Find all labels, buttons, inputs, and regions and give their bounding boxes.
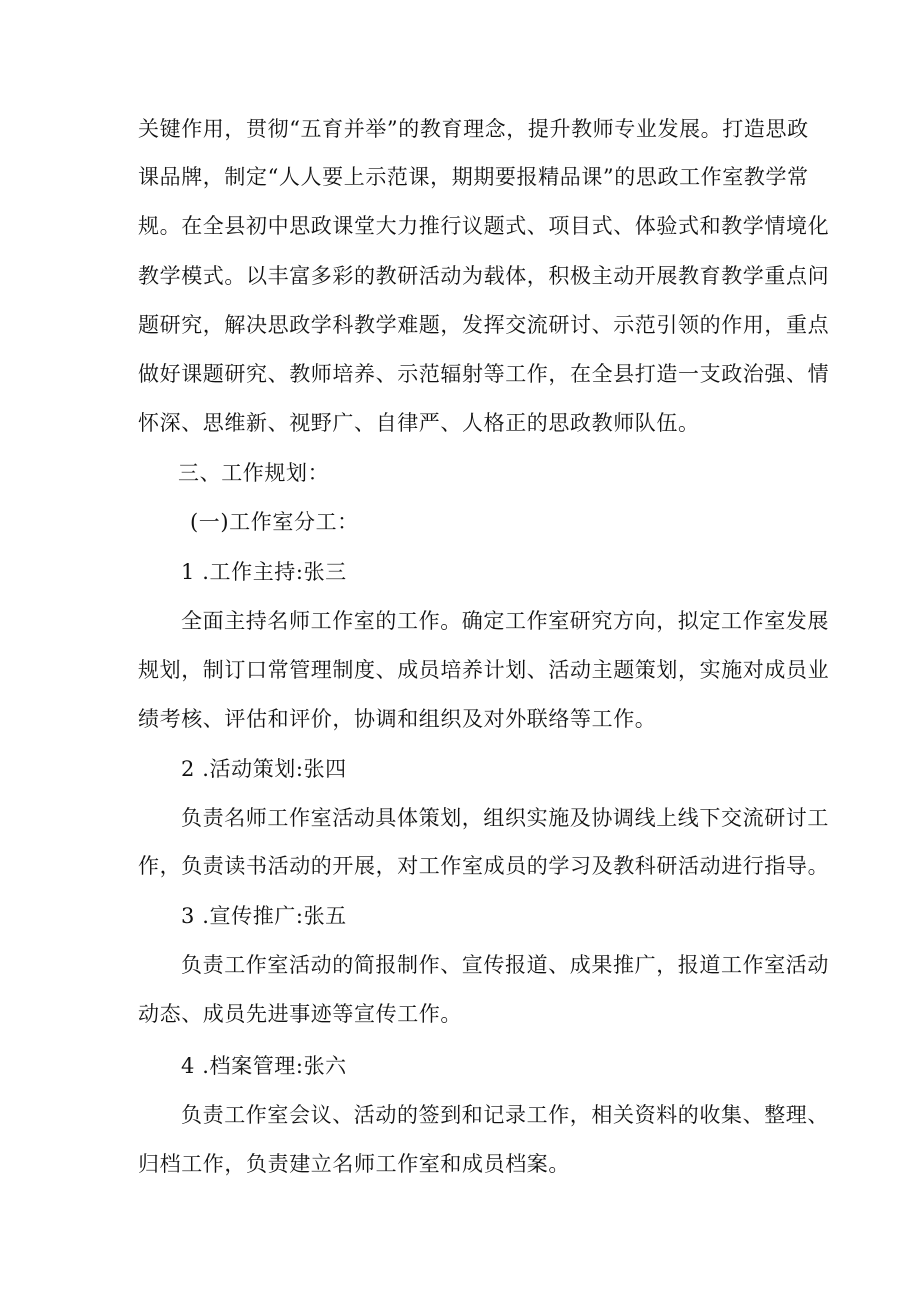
paragraph-line: 教学模式。以丰富多彩的教研活动为载体，积极主动开展教育教学重点问 xyxy=(138,264,830,288)
role-title: 1 .工作主持:张三 xyxy=(181,560,347,584)
paragraph-line: 规。在全县初中思政课堂大力推行议题式、项目式、体验式和教学情境化 xyxy=(138,214,830,238)
paragraph-line: 关键作用，贯彻“五育并举”的教育理念，提升教师专业发展。打造思政 xyxy=(138,117,809,141)
paragraph-line: 做好课题研究、教师培养、示范辐射等工作，在全县打造一支政治强、情 xyxy=(138,362,830,386)
paragraph-line: 怀深、思维新、视野广、自律严、人格正的思政教师队伍。 xyxy=(138,411,700,435)
role-description-line: 作，负责读书活动的开展，对工作室成员的学习及教科研活动进行指导。 xyxy=(138,854,830,878)
role-description-line: 负责名师工作室活动具体策划，组织实施及协调线上线下交流研讨工 xyxy=(181,806,829,830)
paragraph-line: 课品牌，制定“人人要上示范课，期期要报精品课”的思政工作室教学常 xyxy=(138,165,809,189)
role-description-line: 负责工作室会议、活动的签到和记录工作，相关资料的收集、整理、 xyxy=(181,1103,829,1127)
role-description-line: 全面主持名师工作室的工作。确定工作室研究方向，拟定工作室发展 xyxy=(181,609,829,633)
role-description-line: 规划，制订口常管理制度、成员培养计划、活动主题策划，实施对成员业 xyxy=(138,658,830,682)
subsection-heading: (一)工作室分工： xyxy=(190,510,359,534)
role-description-line: 绩考核、评估和评价，协调和组织及对外联络等工作。 xyxy=(138,707,657,731)
role-title: 2 .活动策划:张四 xyxy=(181,757,347,781)
role-description-line: 负责工作室活动的简报制作、宣传报道、成果推广，报道工作室活动 xyxy=(181,953,829,977)
role-description-line: 归档工作，负责建立名师工作室和成员档案。 xyxy=(138,1152,570,1176)
role-title: 3 .宣传推广:张五 xyxy=(181,904,347,928)
paragraph-line: 题研究，解决思政学科教学难题，发挥交流研讨、示范引领的作用，重点 xyxy=(138,313,830,337)
role-title: 4 .档案管理:张六 xyxy=(181,1054,347,1078)
role-description-line: 动态、成员先进事迹等宣传工作。 xyxy=(138,1002,462,1026)
section-heading: 三、工作规划： xyxy=(178,461,330,485)
